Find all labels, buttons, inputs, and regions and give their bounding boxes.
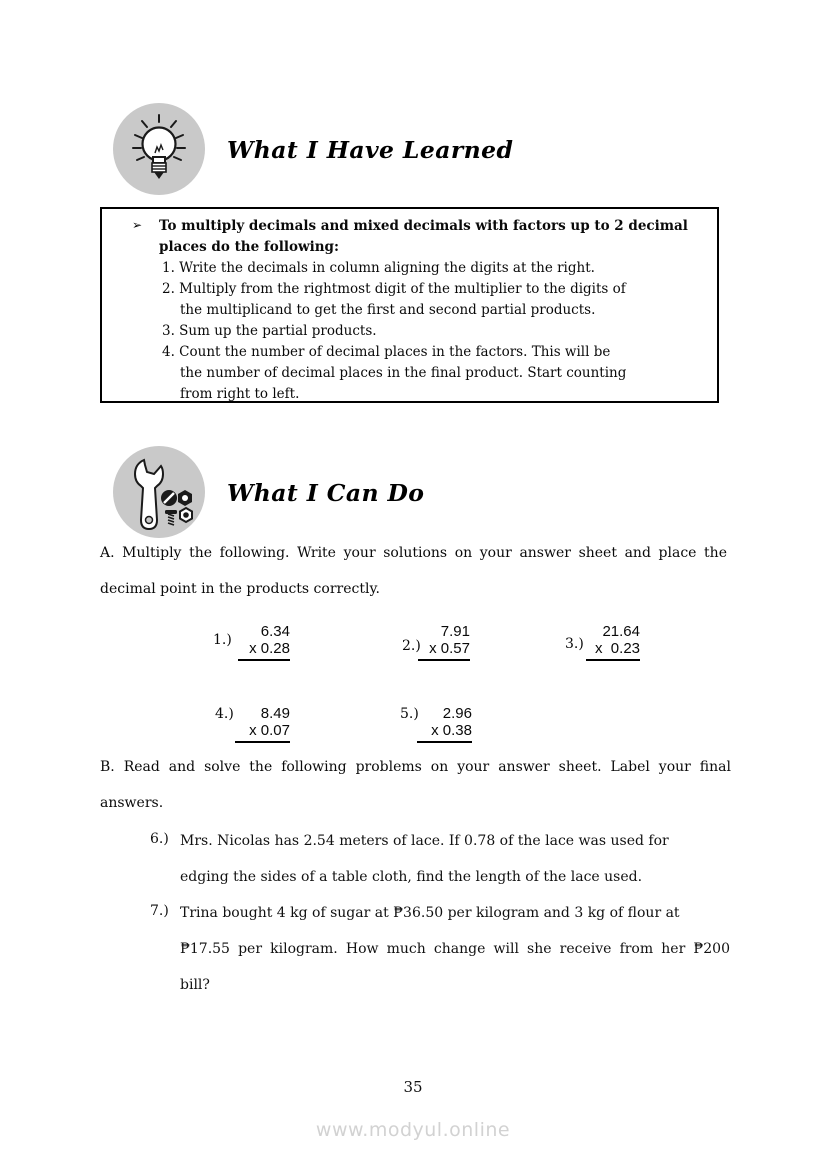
multiplicand: 6.34 xyxy=(260,623,290,640)
lightbulb-icon xyxy=(113,103,205,195)
rule-intro-line-1: To multiply decimals and mixed decimals with factors up to 2 decimal xyxy=(159,218,688,234)
word-problem-6 xyxy=(180,831,730,903)
multiplicand: 21.64 xyxy=(602,623,640,640)
rule-step-line: 3. Sum up the partial products. xyxy=(162,323,377,339)
multiplier: x 0.38 xyxy=(417,722,472,743)
section-b-line-2: answers. xyxy=(100,795,164,811)
problem-number: 6.) xyxy=(150,831,169,847)
section-b-instructions xyxy=(100,757,731,829)
rule-intro-line-2: places do the following: xyxy=(159,239,339,255)
rule-step-line: 4. Count the number of decimal places in the factors. This will be xyxy=(162,344,611,360)
mult-column xyxy=(417,705,472,743)
mult-column xyxy=(238,623,290,661)
rule-step-line: from right to left. xyxy=(180,386,300,402)
multiplier: x 0.07 xyxy=(235,722,290,743)
multiplicand: 7.91 xyxy=(440,623,470,640)
watermark: www.modyul.online xyxy=(315,1119,511,1141)
problem-number: 3.) xyxy=(565,636,584,652)
rule-step-line: 1. Write the decimals in column aligning the digits at the right. xyxy=(162,260,595,276)
multiplier: x 0.23 xyxy=(586,640,640,661)
multiplicand: 2.96 xyxy=(442,705,472,722)
word-problem-line: Trina bought 4 kg of sugar at ₱36.50 per kilogram and 3 kg of flour at xyxy=(180,905,680,921)
problem-number: 7.) xyxy=(150,903,169,919)
problem-number: 4.) xyxy=(215,706,234,722)
multiplier: x 0.57 xyxy=(418,640,470,661)
section-a-line-1: A. Multiply the following. Write your solutions on your answer sheet and place the xyxy=(100,545,727,561)
section-title-what-i-have-learned: What I Have Learned xyxy=(227,136,514,164)
problem-number: 1.) xyxy=(213,632,232,648)
learned-rule-box xyxy=(100,207,719,403)
lightbulb-icon-graphic xyxy=(113,103,205,195)
wrench-icon xyxy=(113,446,205,538)
section-a-instructions xyxy=(100,543,727,615)
multiplier: x 0.28 xyxy=(238,640,290,661)
rule-step-line: the number of decimal places in the final product. Start counting xyxy=(180,365,627,381)
section-title-what-i-can-do: What I Can Do xyxy=(227,479,425,507)
mult-column xyxy=(586,623,640,661)
mult-column xyxy=(418,623,470,661)
page-number: 35 xyxy=(403,1078,423,1096)
rule-step-line: the multiplicand to get the first and second partial products. xyxy=(180,302,596,318)
word-problem-line: edging the sides of a table cloth, find the length of the lace used. xyxy=(180,869,643,885)
word-problem-line: ₱17.55 per kilogram. How much change will she receive from her ₱200 xyxy=(180,941,730,957)
multiplicand: 8.49 xyxy=(260,705,290,722)
section-a-line-2: decimal point in the products correctly. xyxy=(100,581,380,597)
wrench-icon-graphic xyxy=(113,446,205,538)
word-problem-7 xyxy=(180,903,730,1011)
problem-number: 2.) xyxy=(402,638,421,654)
word-problem-line: bill? xyxy=(180,977,210,993)
problem-number: 5.) xyxy=(400,706,419,722)
arrow-bullet-icon: ➢ xyxy=(132,218,143,232)
rule-step-line: 2. Multiply from the rightmost digit of the multiplier to the digits of xyxy=(162,281,626,297)
section-b-line-1: B. Read and solve the following problems on your answer sheet. Label your final xyxy=(100,759,731,775)
mult-column xyxy=(235,705,290,743)
word-problem-line: Mrs. Nicolas has 2.54 meters of lace. If 0.78 of the lace was used for xyxy=(180,833,669,849)
